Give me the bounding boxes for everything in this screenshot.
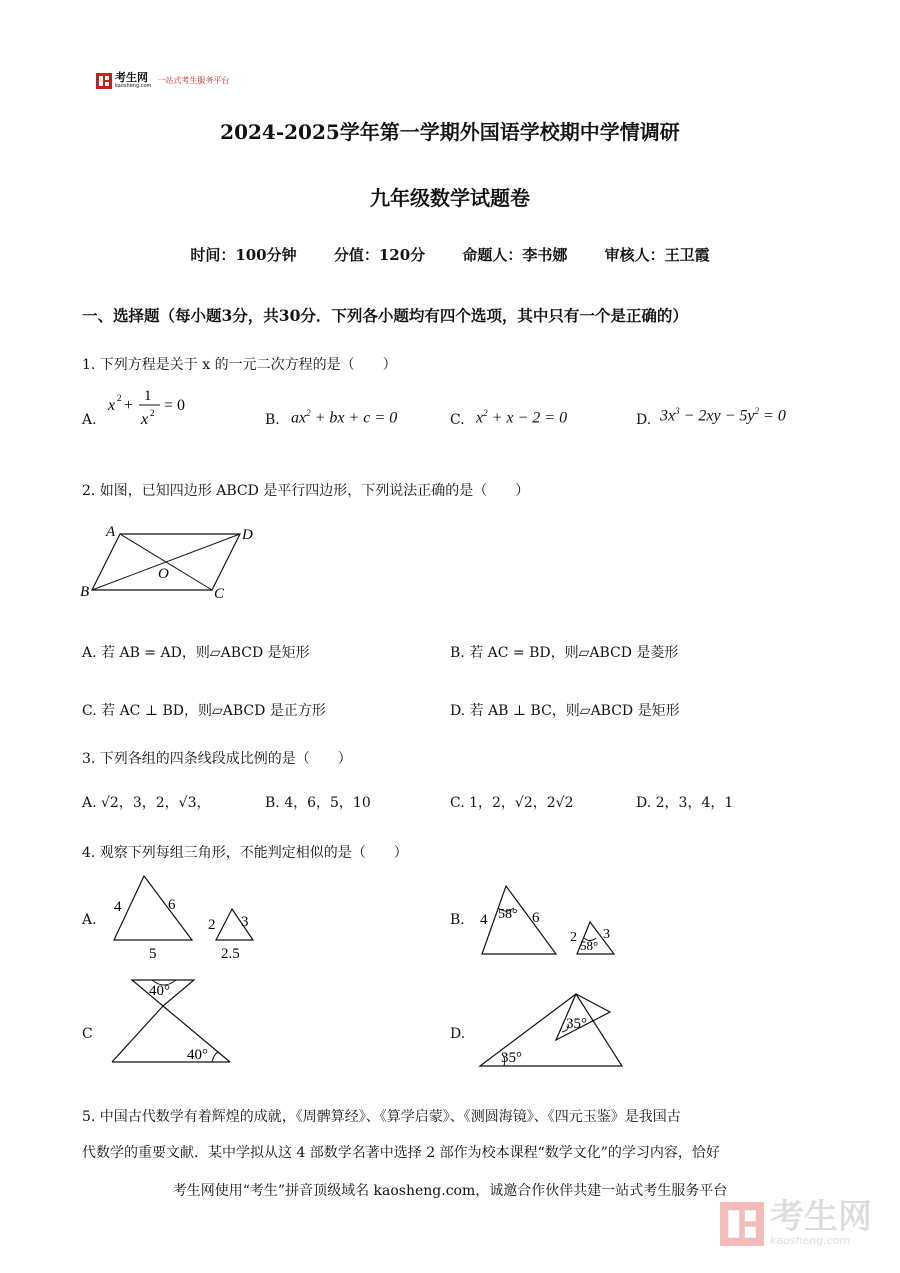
kaosheng-watermark-icon	[720, 1202, 764, 1246]
vertex-c: C	[214, 586, 225, 602]
svg-text:x: x	[108, 397, 116, 414]
parallelogram-figure	[78, 520, 268, 605]
watermark-name: 考生网	[770, 1197, 872, 1237]
svg-text:+: +	[124, 397, 134, 414]
exam-score: 分值：120分	[333, 246, 426, 264]
question-5-line-1: 5. 中国古代数学有着辉煌的成就，《周髀算经》、《算学启蒙》、《测圆海镜》、《四元玉鉴》是我国古	[82, 1109, 681, 1125]
brand-logo	[96, 72, 229, 89]
kaosheng-logo-icon	[96, 73, 112, 89]
question-3-stem: 3. 下列各组的四条线段成比例的是（ ）	[82, 751, 352, 767]
q4-option-a-label: A.	[82, 912, 97, 928]
vertex-a: A	[106, 524, 116, 540]
side-label: 2.5	[221, 946, 240, 962]
exam-reviewer: 审核人：王卫霞	[604, 246, 710, 264]
side-label: 6	[168, 897, 176, 913]
q1-option-b-formula: $ax^2$ + bx + c = 0	[291, 408, 398, 427]
q1-option-b-label: B.	[265, 412, 280, 428]
section-heading: 一、选择题（每小题3分，共30分．下列各小题均有四个选项，其中只有一个是正确的）	[82, 306, 688, 325]
side-label: 4	[114, 899, 122, 915]
angle-label: 40°	[187, 1047, 208, 1063]
side-label: 3	[603, 927, 610, 942]
q4-option-a-triangles	[108, 870, 268, 962]
center-o: O	[158, 566, 169, 582]
logo-domain: kaosheng.com	[115, 83, 152, 89]
svg-text:2: 2	[117, 393, 122, 403]
logo-name: 考生网	[115, 71, 148, 84]
question-5-line-2: 代数学的重要文献．某中学拟从这 4 部数学名著中选择 2 部作为校本课程“数学文化”的学习内容，恰好	[82, 1145, 720, 1161]
q3-option-d: D. 2，3，4，1	[636, 795, 734, 811]
angle-label: 40°	[149, 983, 170, 999]
q1-option-a-fraction	[108, 384, 198, 432]
q1-option-a-label: A.	[82, 412, 97, 428]
q4-option-c-triangles	[108, 976, 238, 1068]
svg-text:2: 2	[150, 408, 155, 418]
question-2-stem: 2. 如图，已知四边形 ABCD 是平行四边形，下列说法正确的是（ ）	[82, 483, 530, 499]
watermark-domain: kaosheng.com	[770, 1234, 851, 1247]
exam-author: 命题人：李书娜	[462, 246, 568, 264]
side-label: 6	[532, 910, 540, 926]
logo-slogan: 一站式考生服务平台	[157, 76, 230, 85]
side-label: 4	[480, 912, 488, 928]
q1-option-a-formula	[108, 384, 198, 436]
page-title: 2024-2025学年第一学期外国语学校期中学情调研	[220, 120, 680, 144]
page-subtitle: 九年级数学试题卷	[370, 186, 530, 210]
angle-label: 35°	[566, 1016, 587, 1032]
q4-option-c-label: C	[82, 1026, 93, 1042]
q2-option-b: B. 若 AC = BD，则▱ABCD 是菱形	[450, 645, 679, 661]
svg-text:1: 1	[144, 388, 152, 404]
side-label: 5	[149, 946, 157, 962]
angle-label: 58°	[498, 907, 518, 922]
svg-text:x: x	[141, 411, 149, 428]
exam-time: 时间：100分钟	[190, 246, 297, 264]
q4-option-b-triangles	[474, 880, 624, 960]
q4-option-d-label: D.	[450, 1026, 466, 1042]
q2-option-d: D. 若 AB ⊥ BC，则▱ABCD 是矩形	[450, 703, 680, 719]
vertex-b: B	[80, 584, 90, 600]
q1-option-d-formula: $3x^3 - 2xy - 5y^2 = 0$	[660, 406, 786, 425]
side-label: 2	[570, 930, 577, 945]
angle-label: 35°	[501, 1050, 522, 1066]
side-label: 2	[208, 917, 216, 933]
q4-option-b-label: B.	[450, 912, 465, 928]
exam-meta	[0, 244, 900, 265]
q3-option-c: C. 1，2，√2，2√2	[450, 795, 574, 811]
vertex-d: D	[242, 527, 253, 543]
q3-option-b: B. 4，6，5，10	[265, 795, 371, 811]
question-1-stem: 1. 下列方程是关于 x 的一元二次方程的是（ ）	[82, 357, 397, 373]
watermark	[720, 1197, 872, 1247]
svg-text:= 0: = 0	[164, 397, 186, 414]
q2-option-a: A. 若 AB = AD，则▱ABCD 是矩形	[82, 645, 310, 661]
q1-option-c-label: C.	[450, 412, 465, 428]
q4-option-d-triangles	[474, 988, 634, 1072]
page-footer: 考生网使用“考生”拼音顶级域名 kaosheng.com，诚邀合作伙伴共建一站式考生服务平台	[172, 1183, 728, 1199]
angle-label: 58°	[580, 938, 599, 953]
q2-option-c: C. 若 AC ⊥ BD，则▱ABCD 是正方形	[82, 703, 326, 719]
q3-option-a: A. √2，3，2，√3，	[82, 795, 211, 811]
q1-option-c-formula: $x^2 + x - 2 = 0$	[476, 408, 568, 427]
side-label: 3	[241, 914, 249, 930]
q1-option-d-label: D.	[636, 412, 652, 428]
question-4-stem: 4. 观察下列每组三角形，不能判定相似的是（ ）	[82, 845, 408, 861]
